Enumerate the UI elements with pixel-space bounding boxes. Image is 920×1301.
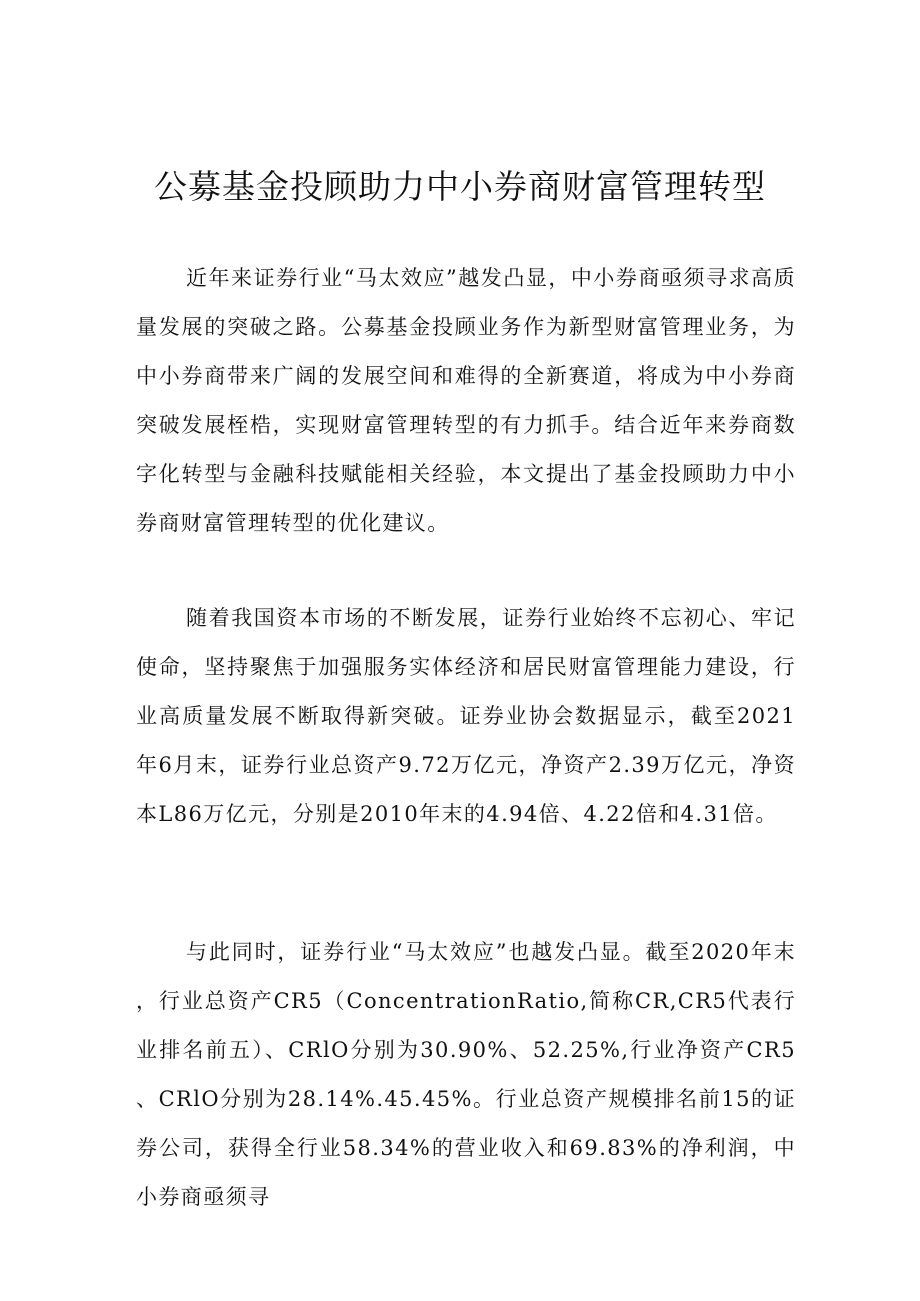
paragraph-matthew-effect: 与此同时，证券行业“马太效应”也越发凸显。截至2020年末，行业总资产CR5（ConcentrationRatio,简称CR,CR5代表行业排名前五）、CRlO分别为30.90%、52.25%,行业净资产CR5、CRlO分别为28.14%.45.45%。行业总资产规模排名前15的证券公司，获得全行业58.34%的营业收入和69.83%的净利润，中小券商亟须寻: [136, 940, 796, 1209]
paragraph-intro: 近年来证券行业“马太效应”越发凸显，中小券商亟须寻求高质量发展的突破之路。公募基金投顾业务作为新型财富管理业务，为中小券商带来广阔的发展空间和难得的全新赛道，将成为中小券商突破发展桎梏，实现财富管理转型的有力抓手。结合近年来券商数字化转型与金融科技赋能相关经验，本文提出了基金投顾助力中小券商财富管理转型的优化建议。: [136, 266, 796, 535]
document-title: 公募基金投顾助力中小券商财富管理转型: [154, 167, 766, 206]
paragraph-industry-growth: 随着我国资本市场的不断发展，证券行业始终不忘初心、牢记使命，坚持聚焦于加强服务实体经济和居民财富管理能力建设，行业高质量发展不断取得新突破。证券业协会数据显示，截至2021年6月末，证券行业总资产9.72万亿元，净资产2.39万亿元，净资本L86万亿元，分别是2010年末的4.94倍、4.22倍和4.31倍。: [136, 606, 796, 826]
